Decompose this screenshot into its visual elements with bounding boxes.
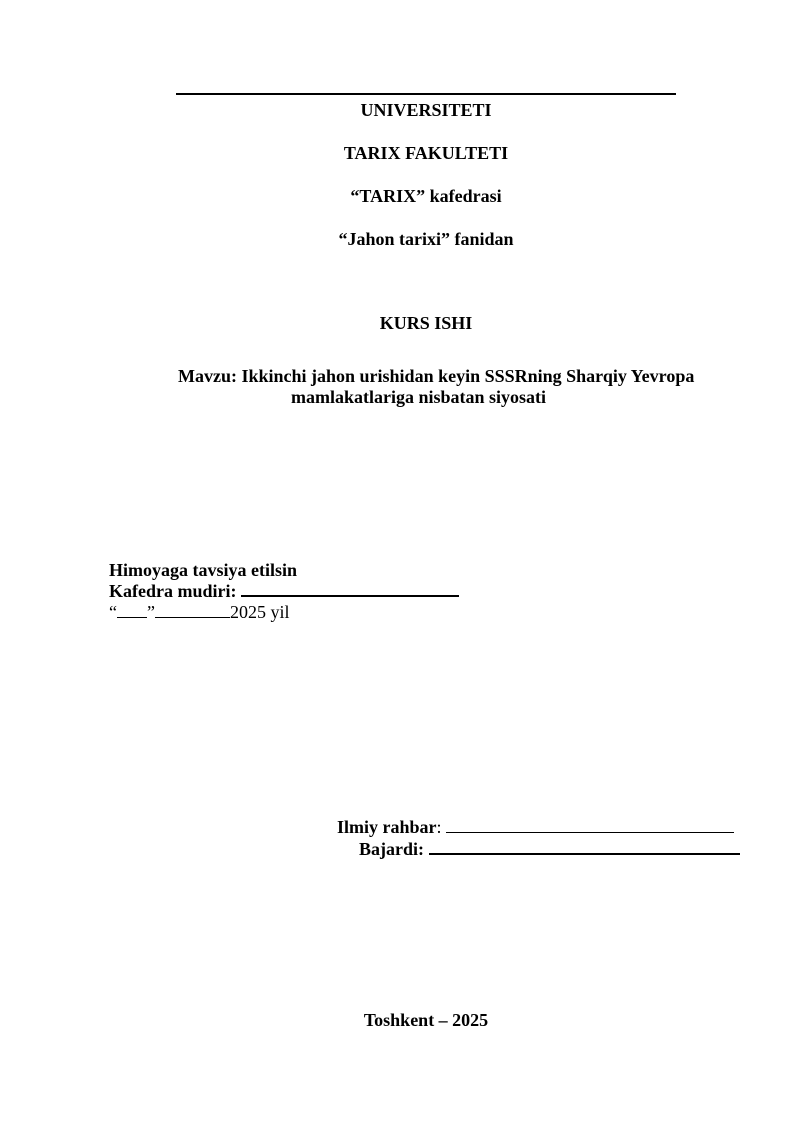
supervisor-label: Ilmiy rahbar <box>337 817 437 837</box>
city-year: Toshkent – 2025 <box>363 1010 489 1030</box>
performer-row <box>359 838 740 860</box>
university-title: UNIVERSITETI <box>360 100 492 120</box>
supervisor-row <box>337 816 734 838</box>
department-head-row <box>109 581 459 602</box>
work-type-title: KURS ISHI <box>379 313 473 333</box>
department-title: “TARIX” kafedrasi <box>350 186 502 206</box>
date-close-quote: ” <box>147 602 155 622</box>
university-name-blank-line <box>176 93 676 95</box>
topic-line-1: Mavzu: Ikkinchi jahon urishidan keyin SSSRning Sharqiy Yevropa <box>178 366 695 386</box>
supervisor-signature-line <box>446 818 734 833</box>
date-open-quote: “ <box>109 602 117 622</box>
topic-line-2: mamlakatlariga nisbatan siyosati <box>291 387 547 407</box>
date-month-blank <box>155 603 230 618</box>
faculty-title: TARIX FAKULTETI <box>343 143 509 163</box>
supervisor-colon: : <box>436 817 447 837</box>
performer-label: Bajardi: <box>359 839 429 859</box>
date-day-blank <box>117 603 147 618</box>
approval-block <box>109 560 459 623</box>
department-head-signature-line <box>241 581 459 597</box>
subject-title: “Jahon tarixi” fanidan <box>338 229 514 249</box>
approval-date-row <box>109 602 459 623</box>
date-year-text: 2025 yil <box>230 602 290 622</box>
performer-signature-line <box>429 839 740 855</box>
department-head-label: Kafedra mudiri: <box>109 581 241 601</box>
approval-recommendation: Himoyaga tavsiya etilsin <box>109 560 297 580</box>
